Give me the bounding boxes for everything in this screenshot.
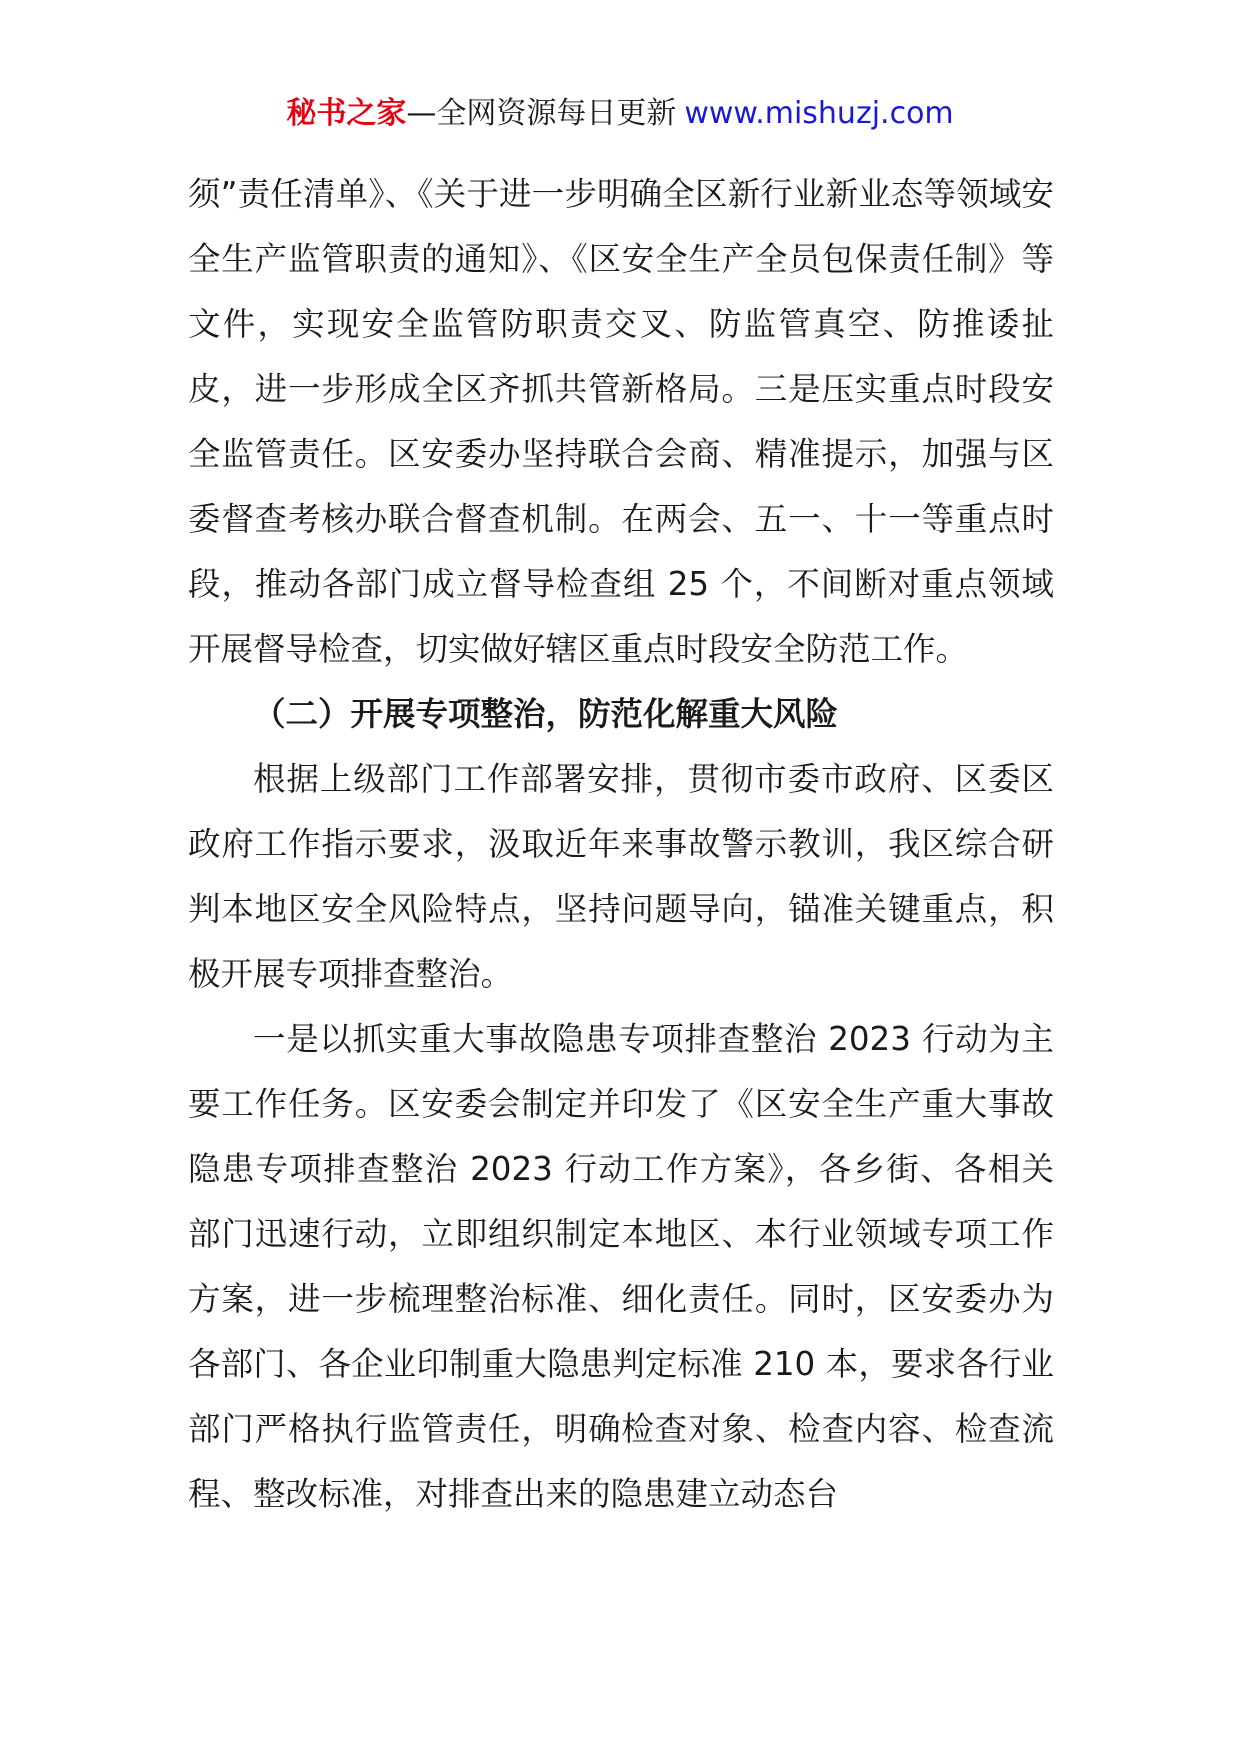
- header-tagline: —全网资源每日更新: [406, 96, 677, 131]
- website-link[interactable]: www.mishuzj.com: [684, 96, 954, 131]
- page-header: [0, 92, 1240, 136]
- paragraph-continued: 须”责任清单》、《关于进一步明确全区新行业新业态等领域安全生产监管职责的通知》、《区安全生产全员包保责任制》等文件，实现安全监管防职责交叉、防监管真空、防推诿扯皮，进一步形成全区齐抓共管新格局。三是压实重点时段安全监管责任。区安委办坚持联合会商、精准提示，加强与区委督查考核办联合督查机制。在两会、五一、十一等重点时段，推动各部门成立督导检查组 25 个，不间断对重点领域开展督导检查，切实做好辖区重点时段安全防范工作。: [188, 175, 1054, 668]
- paragraph: 一是以抓实重大事故隐患专项排查整治 2023 行动为主要工作任务。区安委会制定并印发了《区安全生产重大事故隐患专项排查整治 2023 行动工作方案》，各乡街、各相关部门迅速行动，立即组织制定本地区、本行业领域专项工作方案，进一步梳理整治标准、细化责任。同时，区安委办为各部门、各企业印制重大隐患判定标准 210 本，要求各行业部门严格执行监管责任，明确检查对象、检查内容、检查流程、整改标准，对排查出来的隐患建立动态台: [188, 1020, 1054, 1513]
- paragraph: 根据上级部门工作部署安排，贯彻市委市政府、区委区政府工作指示要求，汲取近年来事故警示教训，我区综合研判本地区安全风险特点，坚持问题导向，锚准关键重点，积极开展专项排查整治。: [188, 760, 1054, 993]
- document-body: [188, 162, 1054, 1527]
- section-heading: （二）开展专项整治，防范化解重大风险: [253, 695, 839, 733]
- brand-name: 秘书之家: [286, 96, 407, 131]
